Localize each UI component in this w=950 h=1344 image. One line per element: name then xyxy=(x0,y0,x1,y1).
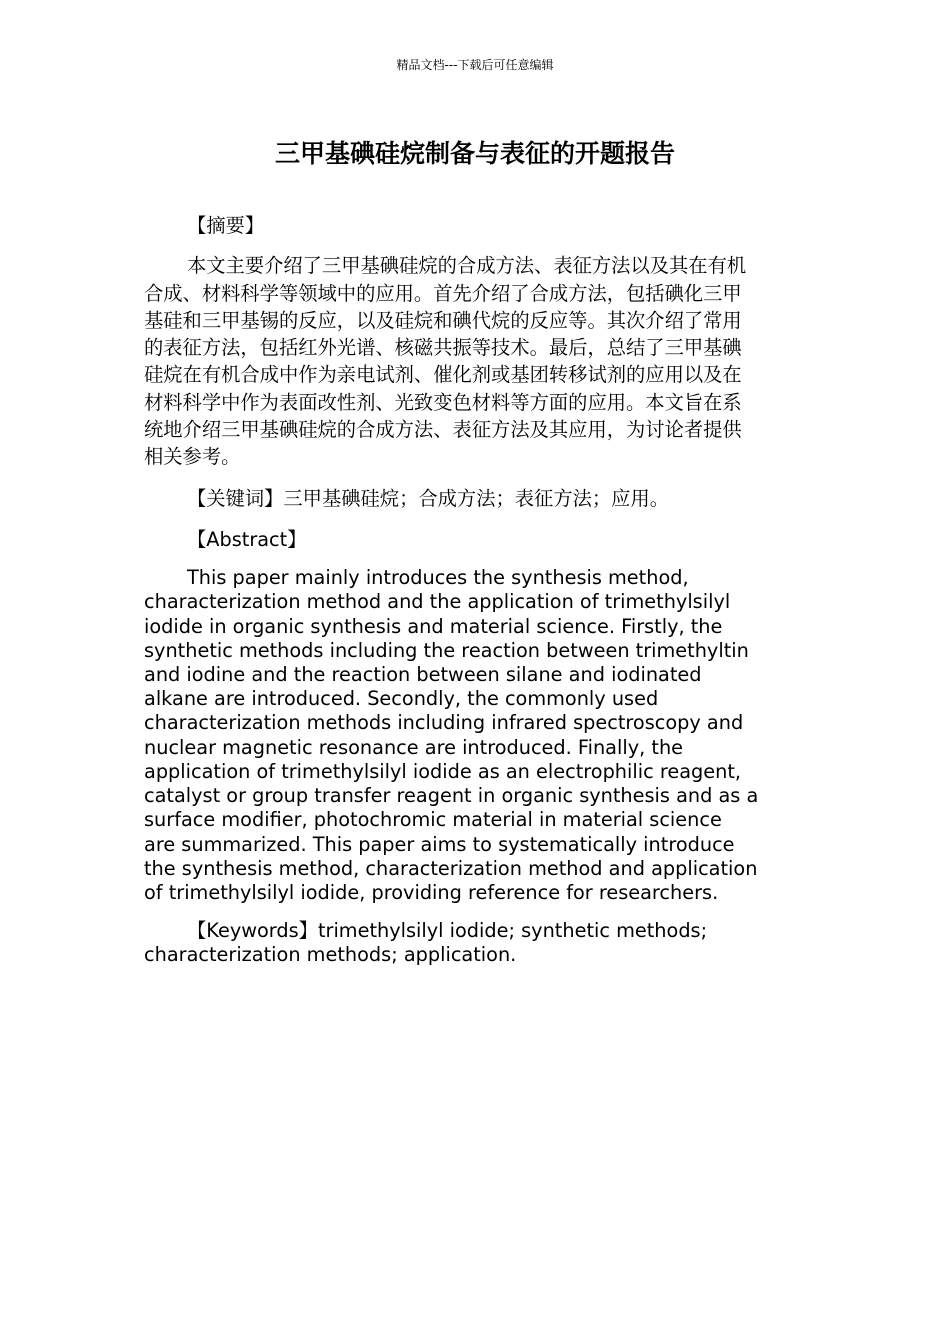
abstract-en-line: application of trimethylsilyl iodide as an electrophilic reagent, xyxy=(144,759,742,783)
abstract-cn-heading: 【摘要】 xyxy=(187,214,265,237)
keywords-cn: 【关键词】三甲基碘硅烷；合成方法；表征方法；应用。 xyxy=(187,486,670,510)
abstract-cn-line: 基硅和三甲基锡的反应，以及硅烷和碘代烷的反应等。其次介绍了常用 xyxy=(144,308,742,332)
abstract-en-line: and iodine and the reaction between silane and iodinated xyxy=(144,663,702,687)
abstract-en-line: the synthesis method, characterization method and application xyxy=(144,856,758,880)
abstract-en-heading: 【Abstract】 xyxy=(187,527,307,551)
abstract-en-line: are summarized. This paper aims to systematically introduce xyxy=(144,832,735,856)
page-header: 精品文档---下载后可任意编辑 xyxy=(396,58,554,72)
abstract-en-line: alkane are introduced. Secondly, the commonly used xyxy=(144,687,659,711)
abstract-en-line: catalyst or group transfer reagent in organic synthesis and as a xyxy=(144,784,759,808)
keywords-en xyxy=(144,919,806,967)
abstract-en-line: synthetic methods including the reaction between trimethyltin xyxy=(144,638,749,662)
abstract-cn-line: 硅烷在有机合成中作为亲电试剂、催化剂或基团转移试剂的应用以及在 xyxy=(144,363,742,387)
keywords-en-line: 【Keywords】trimethylsilyl iodide; synthetic methods; xyxy=(187,919,708,943)
document-body xyxy=(144,212,806,968)
abstract-en-paragraph xyxy=(144,566,806,905)
abstract-en-line: characterization method and the application of trimethylsilyl xyxy=(144,590,731,614)
abstract-en-line: This paper mainly introduces the synthesis method, xyxy=(187,566,689,590)
document-title: 三甲基碘硅烷制备与表征的开题报告 xyxy=(274,139,675,168)
abstract-cn-line: 相关参考。 xyxy=(144,445,241,469)
abstract-en-line: nuclear magnetic resonance are introduced. Finally, the xyxy=(144,735,684,759)
abstract-en-line: surface modifier, photochromic material in material science xyxy=(144,808,722,832)
abstract-cn-line: 合成、材料科学等领域中的应用。首先介绍了合成方法，包括碘化三甲 xyxy=(144,281,742,305)
abstract-cn-line: 本文主要介绍了三甲基碘硅烷的合成方法、表征方法以及其在有机 xyxy=(187,254,747,278)
keywords-en-line: characterization methods; application. xyxy=(144,943,517,967)
abstract-en-line: characterization methods including infrared spectroscopy and xyxy=(144,711,744,735)
abstract-en-line: iodide in organic synthesis and material science. Firstly, the xyxy=(144,614,723,638)
abstract-cn-line: 统地介绍三甲基碘硅烷的合成方法、表征方法及其应用，为讨论者提供 xyxy=(144,418,742,442)
abstract-cn-line: 的表征方法，包括红外光谱、核磁共振等技术。最后，总结了三甲基碘 xyxy=(144,336,742,360)
abstract-cn-line: 材料科学中作为表面改性剂、光致变色材料等方面的应用。本文旨在系 xyxy=(144,390,742,414)
abstract-cn-paragraph xyxy=(144,252,806,470)
abstract-en-line: of trimethylsilyl iodide, providing reference for researchers. xyxy=(144,880,719,904)
